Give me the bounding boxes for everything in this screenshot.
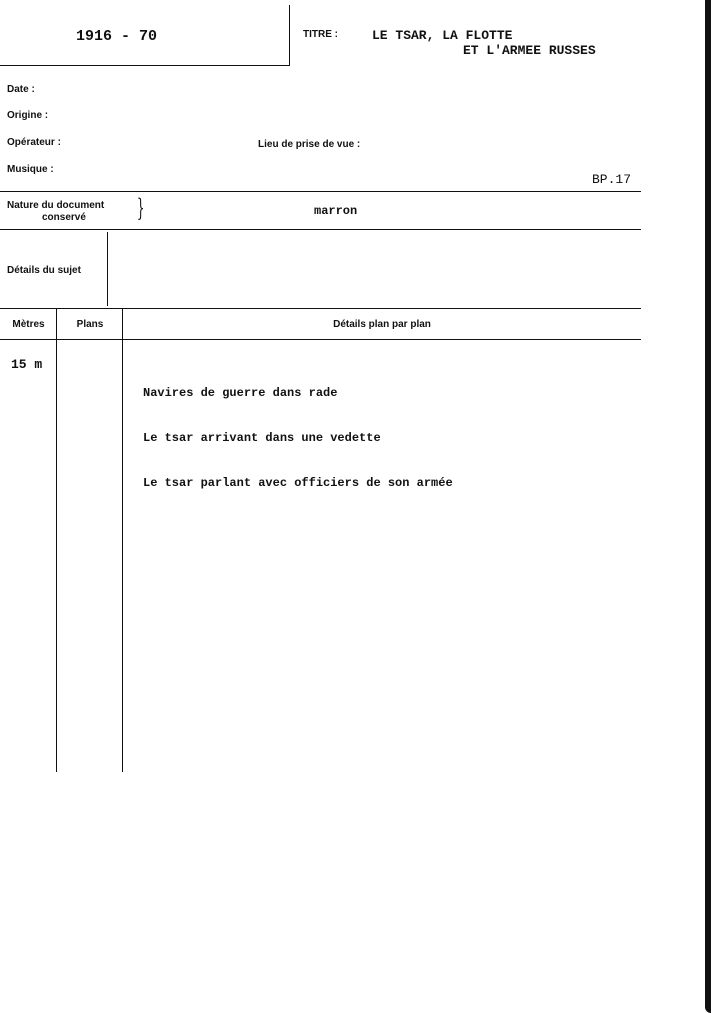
page-edge — [705, 0, 711, 1013]
metres-value: 15 m — [11, 357, 43, 372]
document-code: BP.17 — [592, 172, 632, 187]
plan-details — [143, 356, 453, 506]
nature-top-rule — [0, 191, 641, 192]
lieu-label: Lieu de prise de vue : — [258, 139, 361, 150]
origine-label: Origine : — [7, 110, 49, 121]
reference-number: 1916 - 70 — [76, 28, 158, 45]
column-header-details: Détails plan par plan — [333, 319, 431, 330]
column-divider-metres — [56, 309, 57, 772]
nature-label — [7, 200, 129, 224]
details-bottom-rule — [0, 308, 641, 309]
column-divider-plans — [122, 309, 123, 772]
musique-label: Musique : — [7, 164, 54, 175]
column-header-metres: Mètres — [12, 319, 45, 330]
titre-line-1: LE TSAR, LA FLOTTE — [372, 28, 513, 43]
plan-line: Navires de guerre dans rade — [143, 386, 338, 400]
nature-label-line-1: Nature du document — [7, 200, 105, 211]
titre-line-2: ET L'ARMEE RUSSES — [463, 43, 596, 58]
table-header-rule — [0, 339, 641, 340]
titre-label: TITRE : — [303, 29, 338, 40]
reference-box-bottom-border — [0, 65, 290, 66]
reference-box-right-border — [289, 5, 290, 66]
details-brace-line — [107, 232, 108, 306]
nature-value: marron — [314, 204, 358, 218]
nature-label-line-2: conservé — [42, 212, 86, 223]
plan-line: Le tsar parlant avec officiers de son armée — [143, 476, 453, 490]
plan-line: Le tsar arrivant dans une vedette — [143, 431, 381, 445]
nature-bottom-rule — [0, 229, 641, 230]
date-label: Date : — [7, 84, 35, 95]
column-header-plans: Plans — [76, 319, 104, 330]
operateur-label: Opérateur : — [7, 137, 61, 148]
details-label: Détails du sujet — [7, 265, 81, 276]
nature-brace: } — [136, 194, 145, 222]
